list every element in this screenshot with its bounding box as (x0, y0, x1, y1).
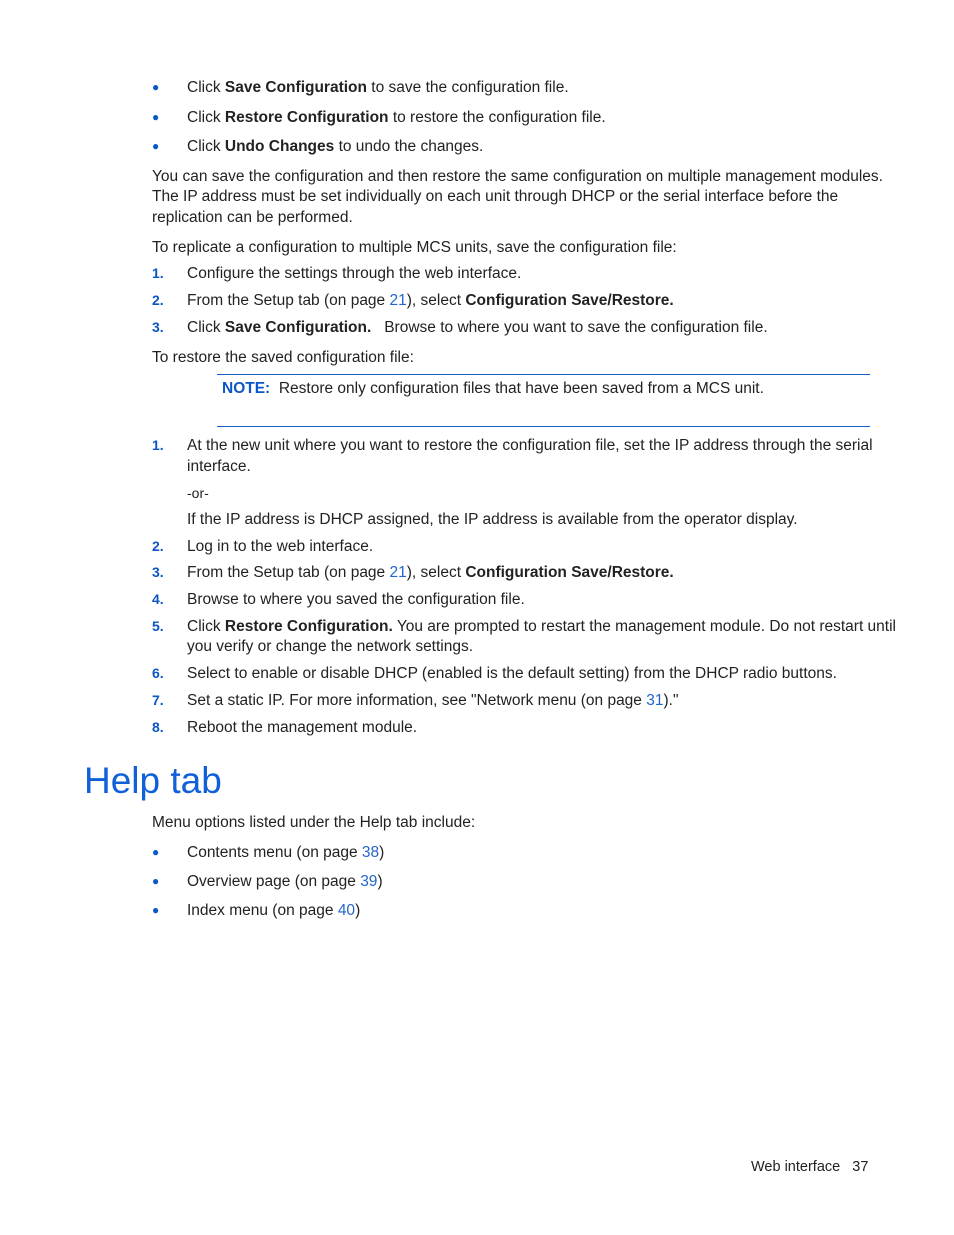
text: Click (187, 138, 225, 155)
paragraph-line: The IP address must be set individually on each unit through DHCP or the serial interface before the (152, 188, 839, 205)
text: to undo the changes. (334, 138, 484, 155)
step-number: 4. (152, 591, 164, 607)
help-item-overview (187, 871, 383, 892)
bold-term: Save Configuration (224, 79, 367, 96)
bold-term: Configuration Save/Restore. (465, 292, 674, 309)
page-link[interactable]: 38 (361, 844, 380, 861)
note-label: NOTE: (222, 380, 271, 397)
step-number: 3. (152, 319, 164, 335)
text: You are prompted to restart the management module. Do not restart until (392, 618, 896, 635)
text: ) (377, 873, 383, 890)
page-link[interactable]: 39 (360, 873, 378, 890)
text: Overview page (on page (187, 873, 361, 890)
help-item-contents (187, 842, 384, 863)
bold-term: Restore Configuration (224, 109, 389, 126)
step-text: Select to enable or disable DHCP (enabled is the default setting) from the DHCP radio buttons. (187, 665, 837, 682)
step-number: 8. (152, 719, 164, 735)
bullet-icon: ● (152, 845, 160, 859)
text: )." (663, 692, 679, 709)
or-separator: -or- (187, 485, 209, 501)
note-bottom-rule (217, 426, 870, 427)
step-text: interface. (187, 458, 251, 475)
paragraph-line: replication can be performed. (152, 209, 353, 226)
text: Click (187, 319, 225, 336)
step-number: 6. (152, 665, 164, 681)
step-text (187, 562, 674, 583)
bullet-icon: ● (152, 80, 160, 94)
note (222, 378, 764, 399)
paragraph-line: You can save the configuration and then restore the same configuration on multiple management modules. (152, 168, 883, 185)
help-item-index (187, 900, 360, 921)
step-number: 7. (152, 692, 164, 708)
note-text: Restore only configuration files that have been saved from a MCS unit. (278, 380, 764, 397)
bold-term: Undo Changes (224, 138, 335, 155)
bullet-icon: ● (152, 139, 160, 153)
page-link[interactable]: 21 (389, 292, 407, 309)
page-link[interactable]: 40 (337, 902, 356, 919)
text: Set a static IP. For more information, see "Network menu (on page (187, 692, 647, 709)
step-text: If the IP address is DHCP assigned, the IP address is available from the operator display. (187, 511, 798, 528)
step-number: 5. (152, 618, 164, 634)
text: Index menu (on page (187, 902, 338, 919)
footer-section: Web interface (751, 1159, 841, 1175)
paragraph: To restore the saved configuration file: (152, 349, 414, 366)
bold-term: Restore Configuration. (224, 618, 393, 635)
text: ), select (406, 292, 466, 309)
step-text (187, 290, 674, 311)
text: to restore the configuration file. (388, 109, 606, 126)
step-number: 1. (152, 437, 164, 453)
step-number: 1. (152, 265, 164, 281)
text: Click (187, 79, 225, 96)
step-text: Log in to the web interface. (187, 538, 374, 555)
text: From the Setup tab (on page (187, 292, 390, 309)
bullet-save-config (187, 77, 569, 98)
step-number: 2. (152, 292, 164, 308)
text: to save the configuration file. (367, 79, 569, 96)
bullet-icon: ● (152, 903, 160, 917)
step-number: 2. (152, 538, 164, 554)
step-number: 3. (152, 564, 164, 580)
bold-term: Configuration Save/Restore. (465, 564, 674, 581)
page-number: 37 (852, 1159, 869, 1175)
page-link[interactable]: 21 (389, 564, 407, 581)
bullet-undo-changes (187, 136, 483, 157)
footer (751, 1157, 868, 1178)
section-heading: Help tab (84, 760, 222, 801)
step-text: Reboot the management module. (187, 719, 418, 736)
bullet-icon: ● (152, 874, 160, 888)
bold-term: Save Configuration. (224, 319, 372, 336)
text: Click (187, 618, 225, 635)
text: ), select (406, 564, 466, 581)
step-text: you verify or change the network settings. (187, 638, 474, 655)
bullet-icon: ● (152, 110, 160, 124)
text: Click (187, 109, 225, 126)
text: Browse to where you want to save the configuration file. (371, 319, 768, 336)
bullet-restore-config (187, 107, 606, 128)
text: Contents menu (on page (187, 844, 362, 861)
text: ) (379, 844, 385, 861)
note-top-rule (217, 374, 870, 375)
step-text: Configure the settings through the web interface. (187, 265, 522, 282)
step-text (187, 690, 678, 711)
page-link[interactable]: 31 (646, 692, 664, 709)
paragraph: Menu options listed under the Help tab include: (152, 814, 476, 831)
paragraph: To replicate a configuration to multiple MCS units, save the configuration file: (152, 239, 677, 256)
text: ) (355, 902, 361, 919)
step-text: Browse to where you saved the configuration file. (187, 591, 525, 608)
step-text (187, 616, 896, 637)
step-text (187, 317, 768, 338)
step-text: At the new unit where you want to restore the configuration file, set the IP address through the serial (187, 437, 873, 454)
text: From the Setup tab (on page (187, 564, 390, 581)
